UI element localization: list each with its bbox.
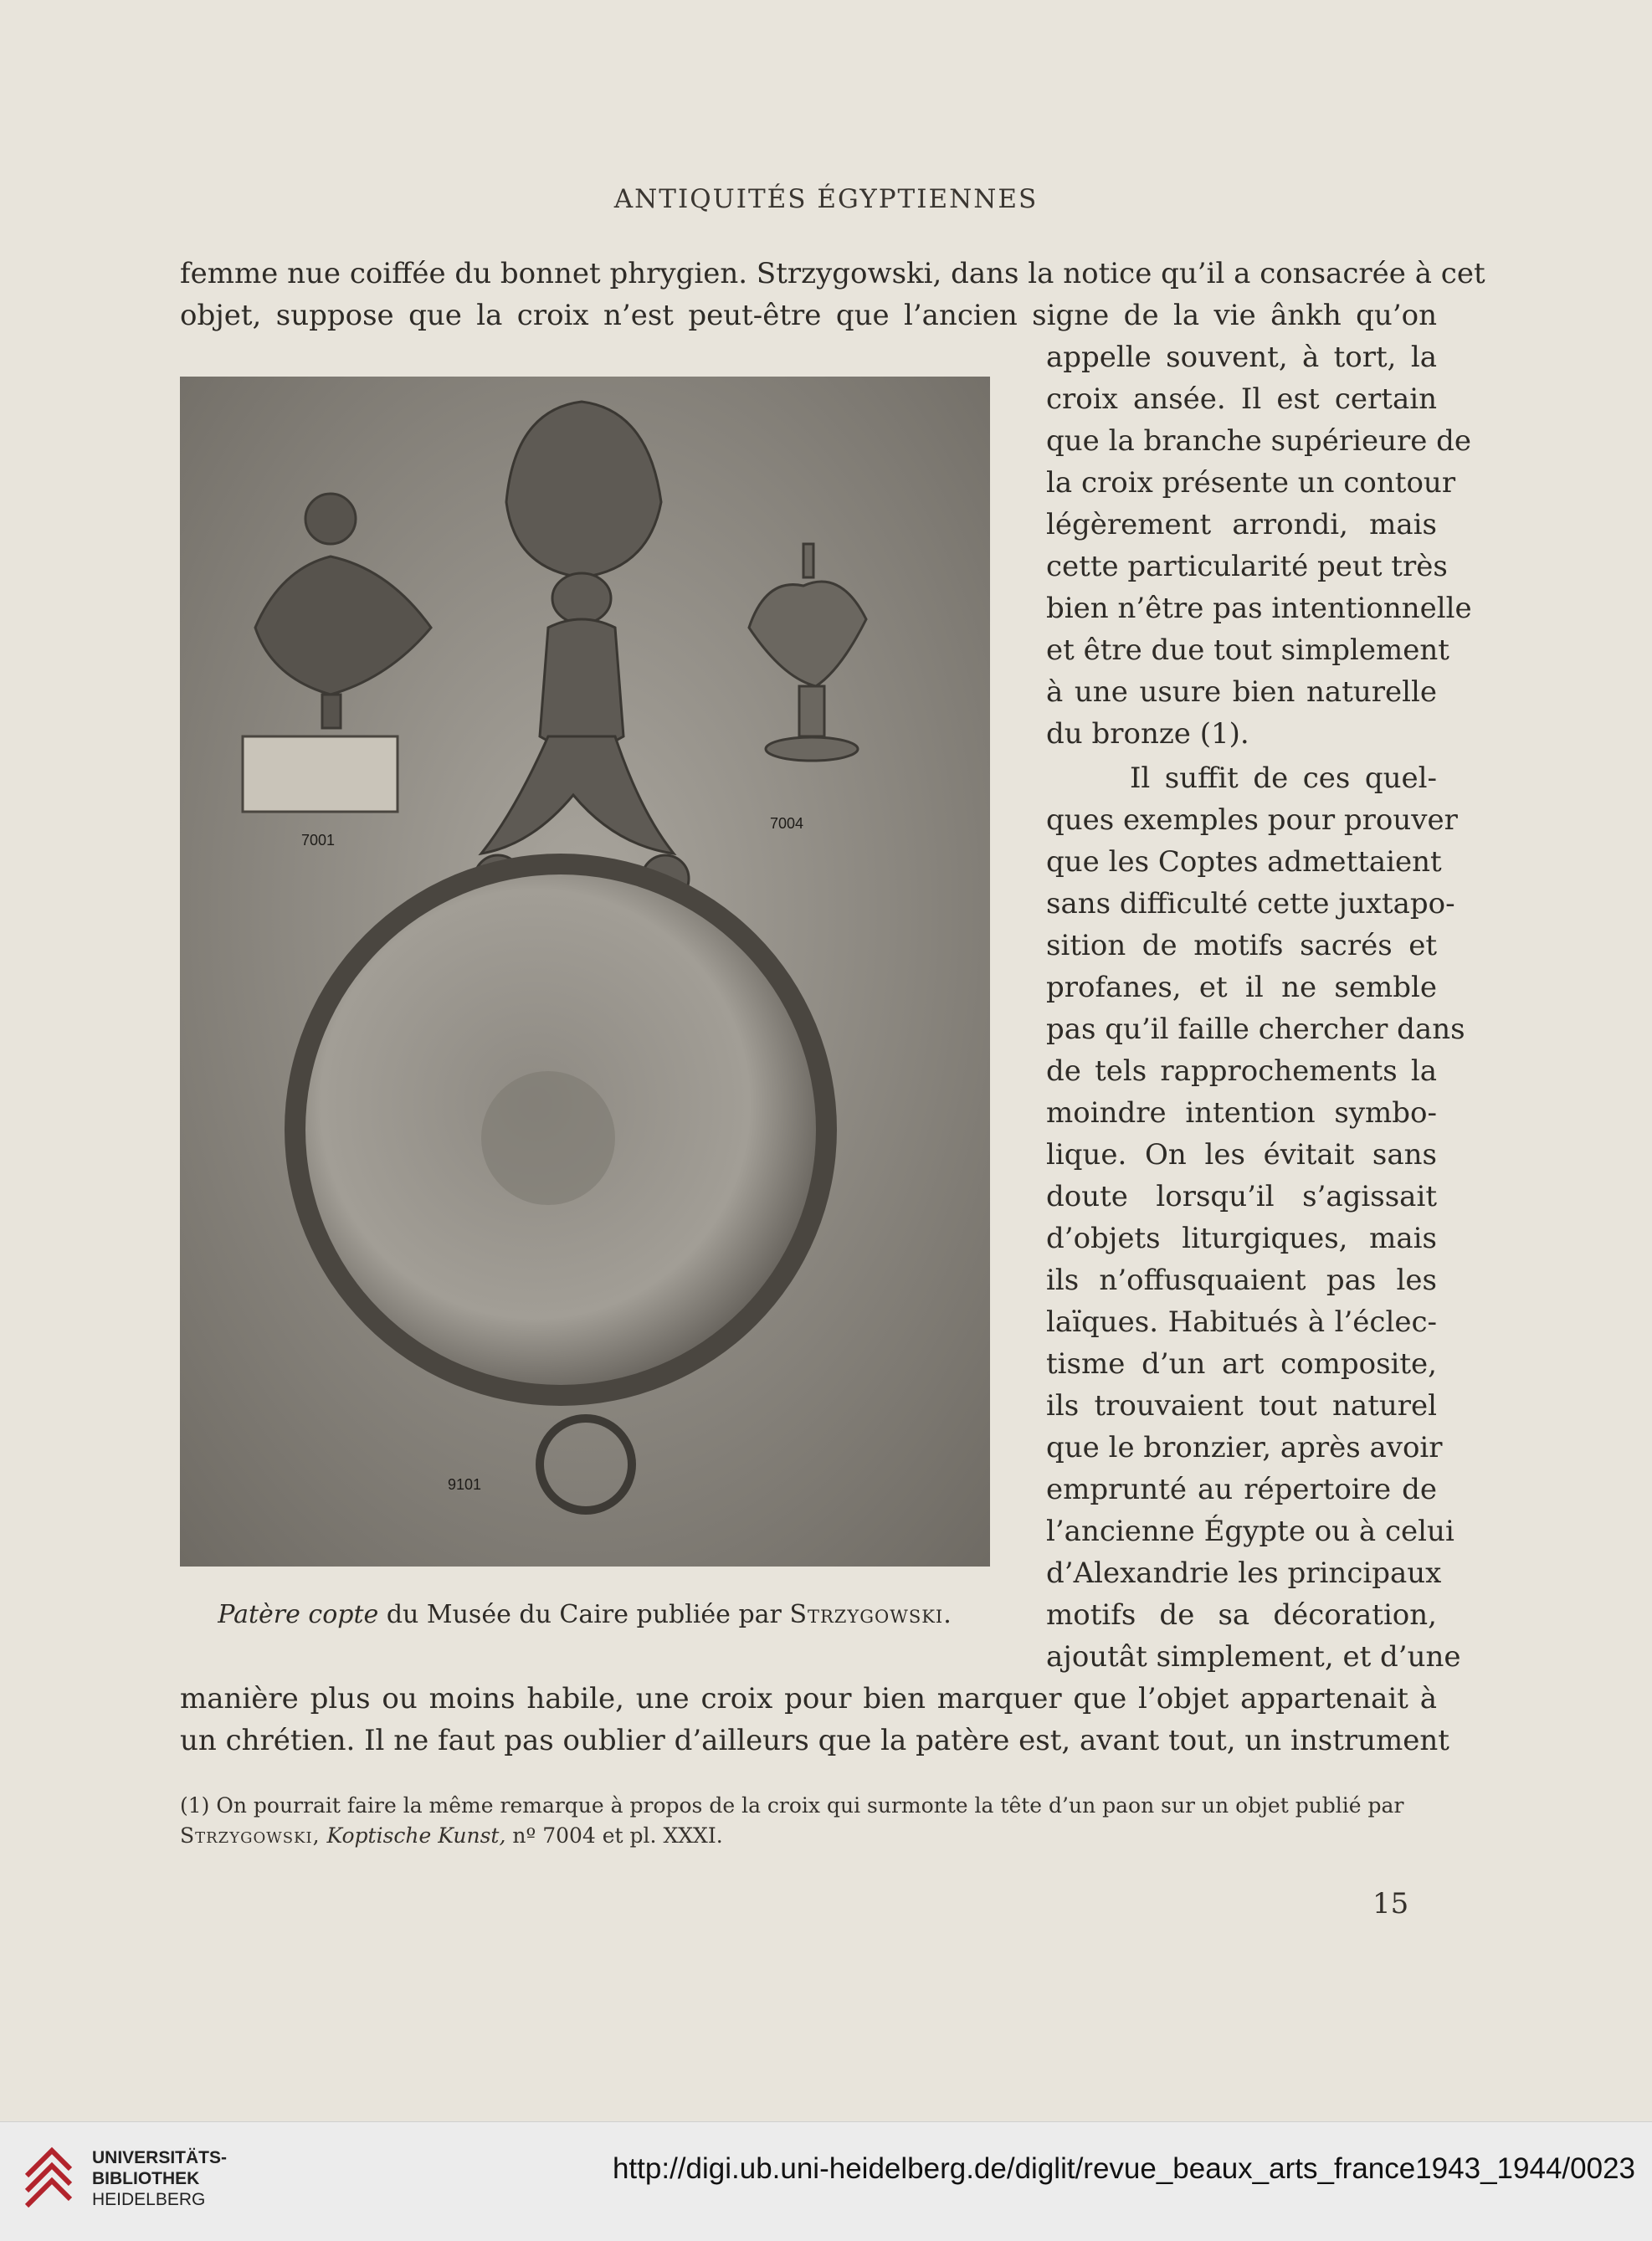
body-line: lique. On les évitait sans	[1046, 1138, 1437, 1172]
body-line: cette particularité peut très	[1046, 550, 1448, 583]
body-line: que les Coptes admettaient	[1046, 845, 1442, 879]
body-line: profanes, et il ne semble	[1046, 971, 1437, 1004]
body-line: du bronze (1).	[1046, 717, 1249, 751]
page-number: 15	[1372, 1887, 1409, 1920]
body-line-paragraph-start: Il suffit de ces quel-	[1130, 762, 1437, 795]
caption-italic: Patère copte	[218, 1600, 379, 1629]
body-line: un chrétien. Il ne faut pas oublier d’ailleurs que la patère est, avant tout, un instrument	[180, 1724, 1449, 1757]
photo-label-right: 7004	[770, 815, 804, 832]
body-line: emprunté au répertoire de	[1046, 1473, 1437, 1506]
body-line: que le bronzier, après avoir	[1046, 1431, 1443, 1464]
body-line: d’Alexandrie les principaux	[1046, 1556, 1442, 1590]
library-name-line: HEIDELBERG	[92, 2190, 206, 2209]
figure-caption	[180, 1600, 990, 1629]
body-line: laïques. Habitués à l’éclec-	[1046, 1305, 1437, 1339]
body-line: appelle souvent, à tort, la	[1046, 341, 1437, 374]
patera-photograph	[180, 377, 990, 1567]
body-line: tisme d’un art composite,	[1046, 1347, 1437, 1381]
footnote-title: Koptische Kunst,	[326, 1823, 506, 1848]
library-name	[92, 2147, 227, 2210]
body-line: moindre intention symbo-	[1046, 1096, 1437, 1130]
body-line: femme nue coiffée du bonnet phrygien. Strzygowski, dans la notice qu’il a consacrée à cet	[180, 257, 1485, 290]
footnote-rest: nº 7004 et pl. XXXI.	[505, 1823, 723, 1848]
body-line: doute lorsqu’il s’agissait	[1046, 1180, 1437, 1213]
body-line: manière plus ou moins habile, une croix pour bien marquer que l’objet appartenait à	[180, 1682, 1437, 1715]
body-line: que la branche supérieure de	[1046, 424, 1472, 458]
body-line: d’objets liturgiques, mais	[1046, 1222, 1437, 1255]
body-line: sition de motifs sacrés et	[1046, 929, 1437, 962]
body-line: ajoutât simplement, et d’une	[1046, 1640, 1461, 1674]
body-line: ils n’offusquaient pas les	[1046, 1264, 1437, 1297]
body-line: croix ansée. Il est certain	[1046, 382, 1437, 416]
photo-label-bottom: 9101	[448, 1476, 482, 1493]
footnote-line	[180, 1821, 1437, 1851]
body-line: à une usure bien naturelle	[1046, 675, 1437, 709]
library-name-line: UNIVERSITÄTS-	[92, 2148, 228, 2167]
footnote-author: Strzygowski,	[180, 1823, 321, 1848]
body-line: objet, suppose que la croix n’est peut-être que l’ancien signe de la vie ânkh qu’on	[180, 299, 1437, 332]
library-name-line: BIBLIOTHEK	[92, 2169, 200, 2188]
body-line: bien n’être pas intentionnelle	[1046, 592, 1472, 625]
body-line: ques exemples pour prouver	[1046, 803, 1458, 837]
left-figurine-base	[243, 736, 398, 812]
photo-label-left: 7001	[301, 832, 336, 849]
body-line: sans difficulté cette juxtapo-	[1046, 887, 1455, 921]
body-line: et être due tout simplement	[1046, 633, 1449, 667]
body-line: légèrement arrondi, mais	[1046, 508, 1437, 541]
patera-illustration	[180, 377, 990, 1567]
body-line: motifs de sa décoration,	[1046, 1598, 1437, 1632]
caption-middle: du Musée du Caire publiée par	[378, 1600, 790, 1629]
library-logo-icon	[18, 2142, 79, 2219]
body-line: ils trouvaient tout naturel	[1046, 1389, 1437, 1423]
caption-author: Strzygowski.	[789, 1600, 952, 1629]
source-url-link[interactable]: http://digi.ub.uni-heidelberg.de/diglit/revue_beaux_arts_france1943_1944/0023	[612, 2152, 1635, 2185]
body-line: de tels rapprochements la	[1046, 1054, 1437, 1088]
body-line: pas qu’il faille chercher dans	[1046, 1013, 1465, 1046]
body-line: l’ancienne Égypte ou à celui	[1046, 1515, 1454, 1548]
patera-bowl	[285, 854, 837, 1406]
body-line: la croix présente un contour	[1046, 466, 1456, 500]
footnote-line: (1) On pourrait faire la même remarque à propos de la croix qui surmonte la tête d’un paon sur un objet publié par	[180, 1793, 1404, 1818]
running-head: ANTIQUITÉS ÉGYPTIENNES	[613, 184, 1039, 214]
